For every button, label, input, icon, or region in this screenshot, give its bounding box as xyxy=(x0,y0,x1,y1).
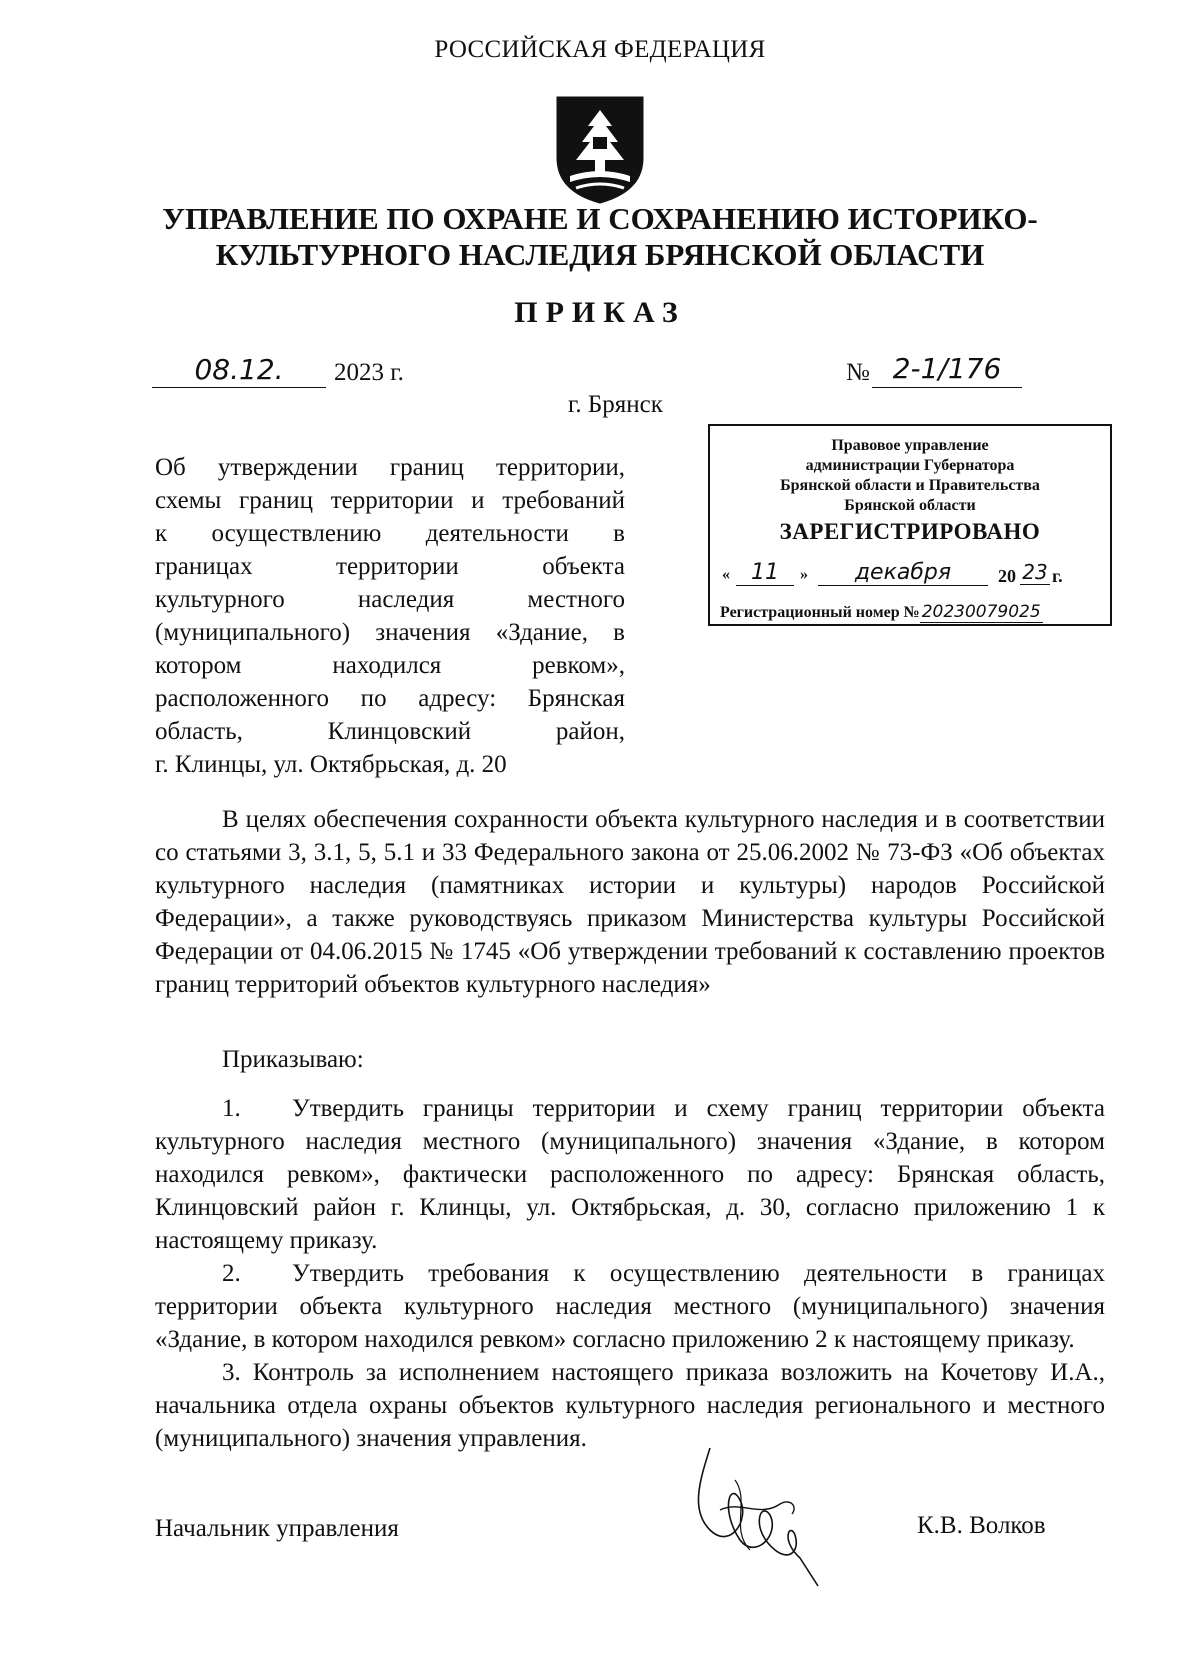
signer-name: К.В. Волков xyxy=(917,1512,1046,1539)
stamp-day: 11 xyxy=(736,560,794,586)
stamp-registration-number xyxy=(720,602,1043,622)
preamble-text: В целях обеспечения сохранности объекта культурного наследия и в соответствии со статьями 3, 3.1, 5, 5.1 и 33 Федерального закона от 25.06.2002 № 73-ФЗ «Об объектах культурного наследия (памятниках истории и культуры) народов Российской Федерации», а также руководствуясь приказом Министерства культуры Российской Федерации от 04.06.2015 № 1745 «Об утверждении требований к составлению проектов границ территорий объектов культурного наследия» xyxy=(155,806,1105,998)
subject-line: г. Клинцы, ул. Октябрьская, д. 20 xyxy=(155,751,507,778)
stamp-line: Брянской области xyxy=(844,497,976,514)
stamp-line: Брянской области и Правительства xyxy=(780,477,1040,494)
subject-line: к осуществлению деятельности в xyxy=(155,520,625,547)
order-year: 2023 г. xyxy=(334,359,404,386)
stamp-month: декабря xyxy=(818,560,988,586)
subject-line: расположенного по адресу: Брянская xyxy=(155,685,625,712)
order-subject xyxy=(155,451,625,781)
subject-line: котором находился ревком», xyxy=(155,652,625,679)
handwritten-signature-icon xyxy=(680,1440,840,1590)
order-number: 2-1/176 xyxy=(872,351,1022,388)
subject-line: область, Клинцовский район, xyxy=(155,718,625,745)
subject-line: (муниципального) значения «Здание, в xyxy=(155,619,625,646)
subject-line: культурного наследия местного xyxy=(155,586,625,613)
order-item-number: 3. xyxy=(222,1359,241,1386)
stamp-year-prefix: 20 xyxy=(998,566,1016,586)
subject-line: схемы границ территории и требований xyxy=(155,487,625,514)
order-item xyxy=(155,1092,1105,1257)
agency-name-line1: УПРАВЛЕНИЕ ПО ОХРАНЕ И СОХРАНЕНИЮ ИСТОРИКО- xyxy=(162,201,1038,236)
order-items xyxy=(155,1092,1105,1455)
subject-line: Об утверждении границ территории, xyxy=(155,454,625,481)
stamp-reg-number: 20230079025 xyxy=(921,602,1041,622)
signer-position: Начальник управления xyxy=(155,1515,399,1542)
registration-stamp xyxy=(708,424,1112,626)
order-word xyxy=(155,1043,1105,1076)
order-item-number: 2. xyxy=(222,1260,241,1287)
subject-line: границах территории объекта xyxy=(155,553,625,580)
stamp-year-end: г. xyxy=(1052,566,1063,586)
order-city: г. Брянск xyxy=(568,391,663,418)
stamp-close-quote: » xyxy=(800,566,808,583)
bryansk-coat-of-arms-icon xyxy=(550,92,650,204)
order-item-text: Контроль за исполнением настоящего приказа возложить на Кочетову И.А., начальника отдела охраны объектов культурного наследия регионального и местного (муниципального) значения управления. xyxy=(155,1359,1106,1452)
order-item-text: Утвердить требования к осуществлению деятельности в границах территории объекта культурного наследия местного (муниципального) значения «Здание, в котором находился ревком» согласно приложению 2 к настоящему приказу. xyxy=(155,1260,1105,1353)
order-date: 08.12. xyxy=(152,353,326,388)
stamp-line: администрации Губернатора xyxy=(805,457,1015,474)
order-item xyxy=(155,1257,1105,1356)
stamp-registered: ЗАРЕГИСТРИРОВАНО xyxy=(779,519,1041,544)
country-name: РОССИЙСКАЯ ФЕДЕРАЦИЯ xyxy=(434,36,766,63)
document-type: ПРИКАЗ xyxy=(514,296,686,329)
agency-name xyxy=(0,201,1200,273)
stamp-year-suffix: 23 xyxy=(1020,560,1050,585)
stamp-reg-label: Регистрационный номер № xyxy=(720,604,920,621)
stamp-open-quote: « xyxy=(722,566,730,583)
stamp-line: Правовое управление xyxy=(831,437,989,454)
order-word-text: Приказываю: xyxy=(222,1046,364,1073)
order-item xyxy=(155,1356,1105,1455)
order-item-text: Утвердить границы территории и схему границ территории объекта культурного наследия местного (муниципального) значения «Здание, в котором находился ревком», фактически расположенного по адресу: Брянская область, Клинцовский район г. Клинцы, ул. Октябрьская, д. 30, согласно приложению 1 к настоящему приказу. xyxy=(155,1095,1105,1254)
order-number-label: № xyxy=(846,359,870,386)
agency-name-line2: КУЛЬТУРНОГО НАСЛЕДИЯ БРЯНСКОЙ ОБЛАСТИ xyxy=(215,237,985,272)
preamble xyxy=(155,803,1105,1001)
order-item-number: 1. xyxy=(222,1095,241,1122)
